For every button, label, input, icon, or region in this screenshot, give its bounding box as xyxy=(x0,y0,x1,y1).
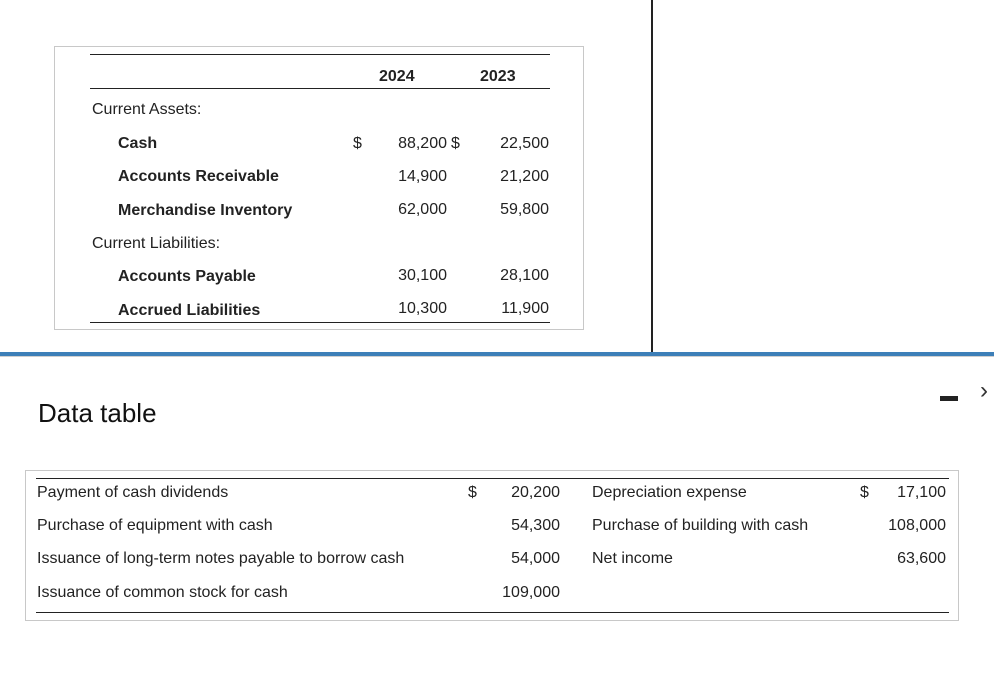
list-item-value: 17,100 xyxy=(897,484,946,501)
value-ap-2024: 30,100 xyxy=(398,267,447,284)
list-item-label: Payment of cash dividends xyxy=(37,484,229,501)
row-label-accounts-receivable: Accounts Receivable xyxy=(118,168,279,185)
value-ar-2023: 21,200 xyxy=(500,168,549,185)
value-ar-2024: 14,900 xyxy=(398,168,447,185)
current-assets-label: Current Assets: xyxy=(92,101,202,118)
value-accrued-2023: 11,900 xyxy=(501,300,549,317)
row-label-cash: Cash xyxy=(118,135,158,152)
section-separator-shadow xyxy=(0,356,994,357)
list-item-label: Purchase of building with cash xyxy=(592,517,809,534)
list-item-value: 109,000 xyxy=(502,584,560,601)
list-item-value: 20,200 xyxy=(511,484,560,501)
value-cash-2023: 22,500 xyxy=(500,135,549,152)
dollar-sign: $ xyxy=(353,135,362,152)
dollar-sign: $ xyxy=(451,135,460,152)
data-table-bottom-rule xyxy=(36,612,949,613)
data-table-panel xyxy=(25,470,959,621)
table-bottom-rule xyxy=(90,322,550,323)
value-inventory-2024: 62,000 xyxy=(398,201,447,218)
dollar-sign: $ xyxy=(468,484,477,501)
minimize-icon[interactable] xyxy=(940,396,958,401)
list-item-label: Net income xyxy=(592,550,673,567)
list-item-label: Depreciation expense xyxy=(592,484,747,501)
list-item-value: 108,000 xyxy=(888,517,946,534)
dollar-sign: $ xyxy=(860,484,869,501)
row-label-merchandise-inventory: Merchandise Inventory xyxy=(118,202,293,219)
list-item-value: 54,000 xyxy=(511,550,560,567)
list-item-label: Purchase of equipment with cash xyxy=(37,517,273,534)
value-cash-2024: 88,200 xyxy=(398,135,447,152)
value-inventory-2023: 59,800 xyxy=(500,201,549,218)
data-table-top-rule xyxy=(36,478,949,479)
list-item-label: Issuance of long-term notes payable to borrow cash xyxy=(37,550,405,567)
list-item-label: Issuance of common stock for cash xyxy=(37,584,288,601)
year-header-2023: 2023 xyxy=(480,68,516,85)
row-label-accounts-payable: Accounts Payable xyxy=(118,268,256,285)
table-top-rule xyxy=(90,54,550,55)
header-rule xyxy=(90,88,550,89)
row-label-accrued-liabilities: Accrued Liabilities xyxy=(118,302,261,319)
chevron-right-icon[interactable]: › xyxy=(980,377,988,404)
list-item-value: 54,300 xyxy=(511,517,560,534)
list-item-value: 63,600 xyxy=(897,550,946,567)
value-ap-2023: 28,100 xyxy=(500,267,549,284)
current-liabilities-label: Current Liabilities: xyxy=(92,235,221,252)
data-table-title: Data table xyxy=(38,398,157,428)
divider-vertical xyxy=(651,0,653,352)
balance-panel xyxy=(54,46,584,330)
year-header-2024: 2024 xyxy=(379,68,415,85)
value-accrued-2024: 10,300 xyxy=(398,300,447,317)
